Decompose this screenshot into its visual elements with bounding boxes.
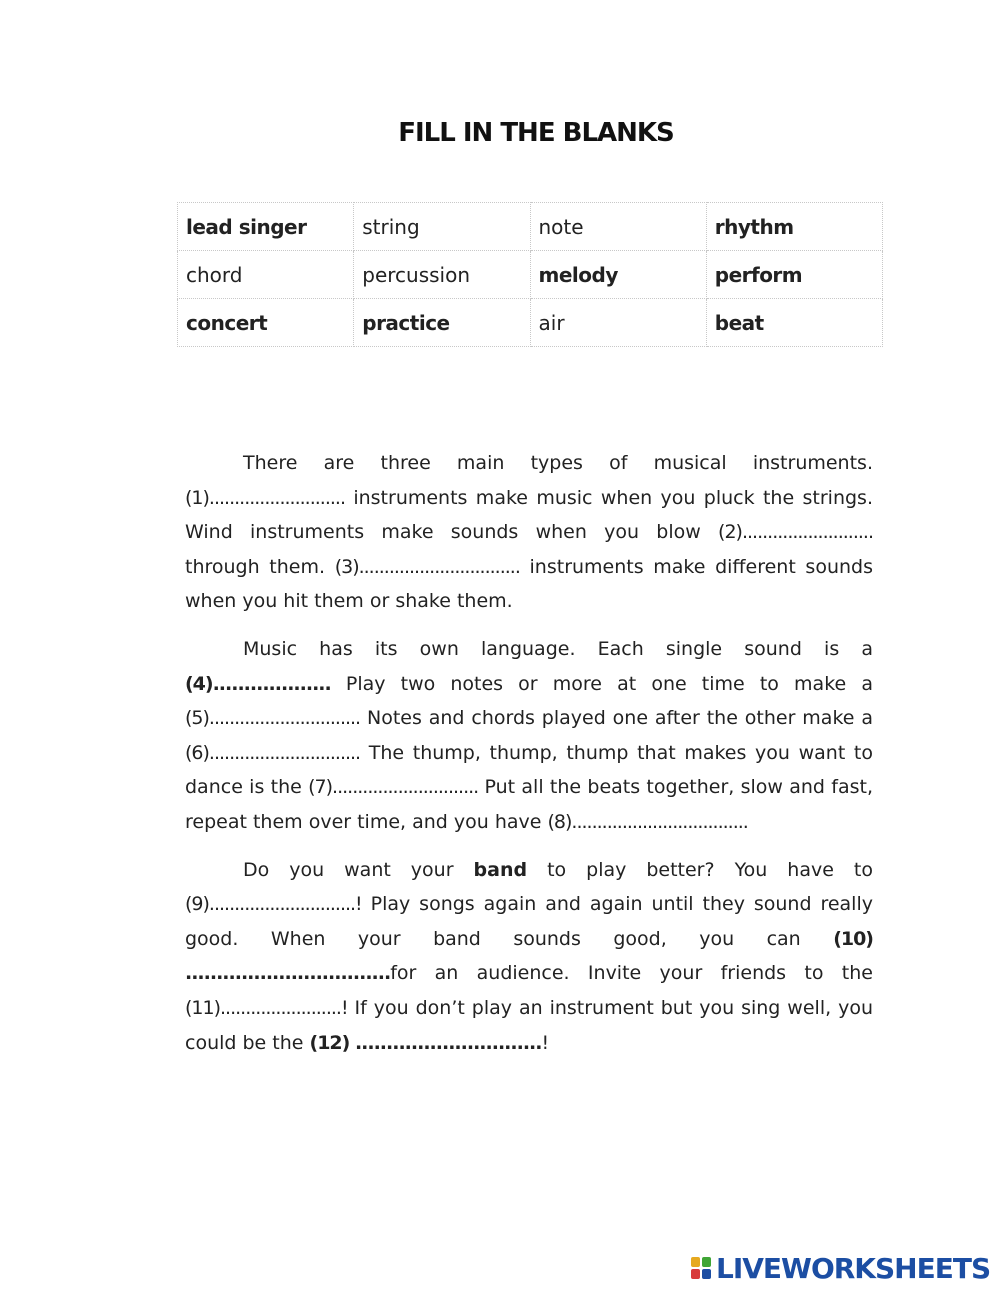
- band-word: band: [473, 858, 528, 881]
- text-segment: Notes and chords played one after the other make a: [360, 707, 873, 730]
- word-bank-cell: beat: [706, 299, 882, 347]
- blank-10[interactable]: (10) .................................: [185, 927, 873, 985]
- blank-3[interactable]: (3)................................: [334, 555, 520, 578]
- blank-6[interactable]: (6)..............................: [185, 741, 361, 764]
- word-bank-row: [178, 251, 883, 299]
- word-bank-cell: percussion: [354, 251, 530, 299]
- logo-text: LIVEWORKSHEETS: [716, 1251, 991, 1285]
- blank-5[interactable]: (5)..............................: [185, 707, 361, 730]
- word-bank-cell: rhythm: [706, 203, 882, 251]
- text-segment: If you don’t play an instrument but you sing well, you could be the: [185, 996, 873, 1054]
- text-segment: !: [541, 1031, 550, 1054]
- word-bank-cell: practice: [354, 299, 530, 347]
- logo-square: [702, 1269, 711, 1279]
- word-bank-row: [178, 299, 883, 347]
- liveworksheets-logo: [690, 1250, 990, 1286]
- paragraph-2: [185, 632, 873, 840]
- text-segment: Play songs again and again until they sound really good. When your band sounds good, you can: [185, 893, 873, 950]
- word-bank-row: [178, 203, 883, 251]
- word-bank-table: [177, 202, 883, 347]
- blank-2[interactable]: (2)..........................: [718, 521, 873, 544]
- logo-mark-icon: [690, 1256, 712, 1280]
- text-segment: instruments make music when you pluck the strings. Wind instruments make sounds when you blow: [185, 486, 873, 544]
- word-bank-cell: perform: [706, 251, 882, 299]
- text-segment: Play two notes or more at one time to make a: [330, 672, 873, 695]
- blank-7[interactable]: (7).............................: [308, 776, 479, 799]
- paragraph-1: [185, 446, 873, 619]
- word-bank-cell: string: [354, 203, 530, 251]
- blank-11[interactable]: (11)........................!: [185, 996, 348, 1019]
- text-segment: instruments make different sounds when you hit them or shake them.: [185, 555, 873, 613]
- word-bank-cell: melody: [530, 251, 706, 299]
- logo-square: [691, 1257, 700, 1267]
- blank-12[interactable]: (12) ..............................: [309, 1031, 542, 1054]
- paragraph-3: [185, 853, 873, 1061]
- text-segment: Do you want your: [243, 858, 474, 881]
- text-segment: The thump, thump, thump that makes you want to dance is the: [185, 741, 873, 799]
- word-bank-cell: chord: [178, 251, 354, 299]
- text-segment: Put all the beats together, slow and fast, repeat them over time, and you have: [185, 776, 873, 833]
- blank-1[interactable]: (1)...........................: [185, 486, 345, 509]
- word-bank-cell: note: [530, 203, 706, 251]
- blank-8[interactable]: (8)...................................: [547, 810, 748, 833]
- blank-9[interactable]: (9).............................!: [185, 893, 362, 916]
- logo-square: [691, 1269, 700, 1279]
- text-segment: to play better? You have to: [527, 858, 873, 881]
- passage: [185, 446, 873, 1073]
- blank-4[interactable]: (4)...................: [185, 672, 331, 695]
- text-segment: There are three main types of musical instruments.: [243, 452, 873, 474]
- text-segment: for an audience. Invite your friends to the: [390, 962, 873, 985]
- text-segment: through them.: [185, 555, 335, 578]
- word-bank-cell: concert: [178, 299, 354, 347]
- page-title: FILL IN THE BLANKS: [398, 118, 674, 148]
- word-bank-cell: air: [530, 299, 706, 347]
- word-bank-cell: lead singer: [178, 203, 354, 251]
- logo-square: [702, 1257, 711, 1267]
- text-segment: Music has its own language. Each single sound is a: [243, 637, 873, 660]
